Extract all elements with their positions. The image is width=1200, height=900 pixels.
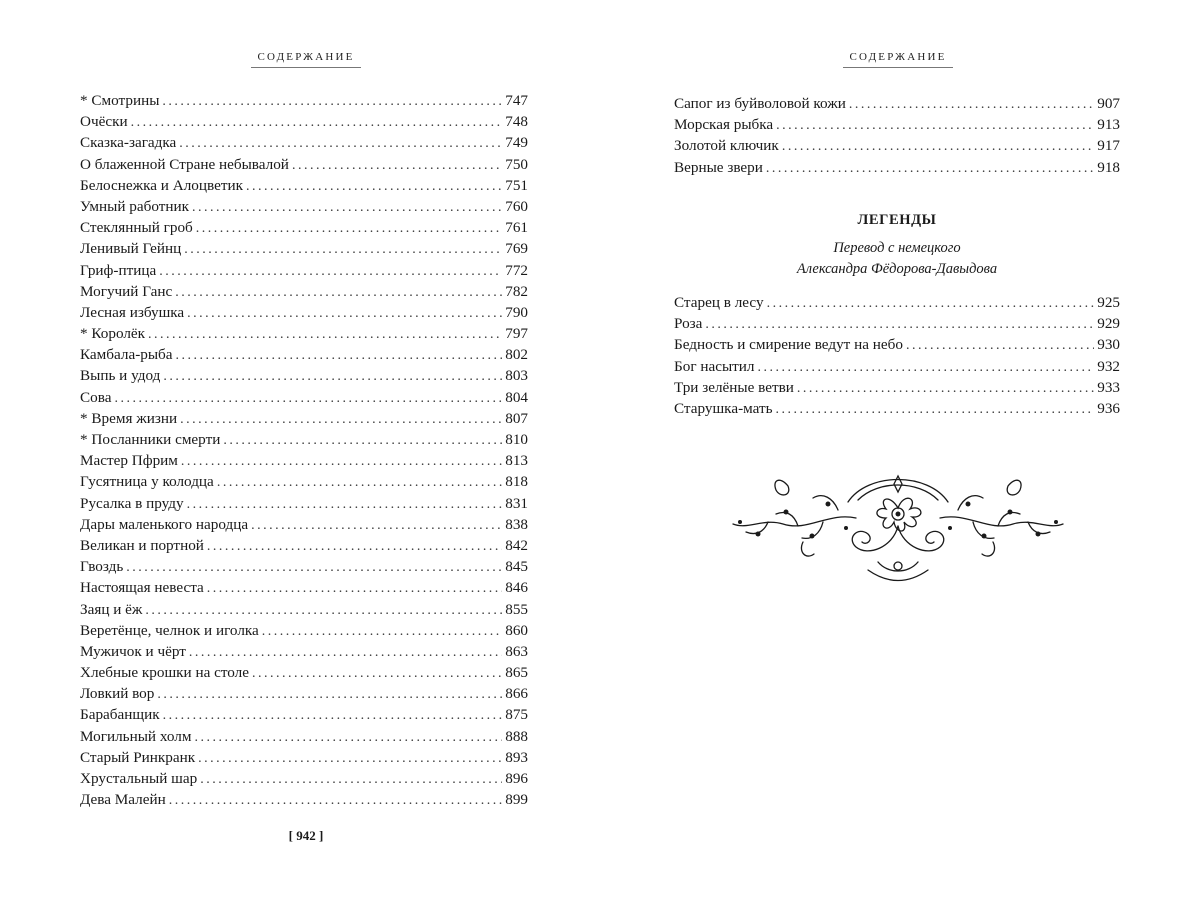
toc-entry-title: * Королёк [80, 325, 146, 343]
dot-leader [169, 790, 502, 810]
toc-entry [80, 154, 528, 175]
toc-entry-page: 838 [505, 515, 528, 533]
toc-entry-title: Настоящая невеста [80, 579, 204, 597]
toc-entry-title: Бедность и смирение ведут на небо [674, 336, 903, 354]
toc-entry-page: 769 [505, 240, 528, 258]
toc-entry [80, 789, 528, 810]
toc-entry-title: Сапог из буйволовой кожи [674, 95, 846, 112]
dot-leader [159, 261, 502, 281]
toc-entry-page: 913 [1097, 116, 1120, 134]
running-head [226, 51, 386, 75]
toc-entry-page: 899 [505, 791, 528, 809]
dot-leader [906, 335, 1094, 355]
toc-entry-page: 930 [1097, 336, 1120, 354]
running-head-text: СОДЕРЖАНИЕ [849, 51, 947, 63]
toc-entry-page: 845 [505, 558, 528, 576]
toc-entry-title: Гусятница у колодца [80, 473, 214, 491]
toc-entry [674, 313, 1120, 334]
page-number: [ 942 ] [288, 828, 324, 843]
toc-entry [80, 620, 528, 641]
toc-entry [80, 556, 528, 577]
toc-entry-page: 802 [505, 346, 528, 364]
toc-entry [80, 260, 528, 281]
floral-vignette-icon [728, 462, 1068, 587]
section-heading: ЛЕГЕНДЫ [857, 212, 937, 228]
running-head [818, 51, 978, 75]
toc-entry-page: 782 [505, 282, 528, 300]
dot-leader [207, 578, 502, 598]
toc-entry [80, 493, 528, 514]
dot-leader [181, 451, 502, 471]
dot-leader [198, 748, 502, 768]
dot-leader [131, 112, 503, 132]
toc-entry [80, 387, 528, 408]
toc-entry-page: 797 [505, 325, 528, 343]
toc-entry-page: 842 [505, 536, 528, 554]
toc-entry-title: Дары маленького народца [80, 515, 249, 533]
toc-entry-page: 813 [505, 452, 528, 470]
dot-leader [782, 136, 1094, 156]
toc-entry-page: 810 [505, 431, 528, 448]
toc-entry-title: Барабанщик [80, 706, 160, 724]
dot-leader [262, 621, 502, 641]
toc-entry-title: Веретёнце, челнок и иголка [80, 621, 259, 639]
toc-entry [80, 365, 528, 386]
dot-leader [758, 357, 1095, 377]
toc-entry [80, 217, 528, 238]
toc-entry-title: Мужичок и чёрт [80, 642, 186, 660]
dot-leader [766, 158, 1094, 178]
toc-entry-title: Мастер Пфрим [80, 452, 178, 470]
toc-entry-title: Могильный холм [80, 727, 192, 745]
dot-leader [251, 515, 502, 535]
toc-entry-title: О блаженной Стране небывалой [80, 155, 289, 173]
dot-leader [776, 399, 1095, 419]
toc-entry [674, 135, 1120, 156]
dot-leader [200, 769, 502, 789]
toc-entry-title: Ленивый Гейнц [80, 240, 182, 258]
dot-leader [207, 536, 502, 556]
dot-leader [767, 293, 1095, 313]
toc-entry-title: Старушка-мать [674, 399, 773, 417]
toc-entry-title: Ловкий вор [80, 685, 155, 703]
toc-list [674, 93, 1120, 178]
toc-list [674, 292, 1120, 419]
toc-entry-title: Три зелёные ветви [674, 378, 794, 396]
dot-leader [162, 91, 502, 111]
dot-leader [179, 133, 502, 153]
toc-entry-page: 865 [505, 664, 528, 682]
toc-entry [80, 747, 528, 768]
toc-entry-title: Бог насытил [674, 357, 755, 375]
toc-entry-title: Камбала-рыба [80, 346, 173, 364]
toc-entry-page: 875 [505, 706, 528, 724]
toc-entry-page: 748 [505, 113, 528, 131]
dot-leader [797, 378, 1094, 398]
toc-entry-page: 933 [1097, 378, 1120, 396]
toc-entry-title: Верные звери [674, 158, 763, 176]
dot-leader [217, 472, 502, 492]
toc-entry-title: Хлебные крошки на столе [80, 664, 250, 682]
toc-entry [80, 429, 528, 450]
toc-entry [674, 114, 1120, 135]
toc-entry-page: 750 [505, 155, 528, 173]
dot-leader [148, 324, 502, 344]
toc-entry [80, 683, 528, 704]
dot-leader [187, 303, 502, 323]
toc-entry [80, 302, 528, 323]
toc-entry [674, 398, 1120, 419]
toc-entry-page: 860 [505, 621, 528, 639]
dot-leader [175, 282, 502, 302]
toc-entry-page: 760 [505, 197, 528, 215]
dot-leader [114, 388, 502, 408]
running-head-text: СОДЕРЖАНИЕ [257, 51, 355, 63]
translator-note-line: Перевод с немецкого [833, 240, 961, 256]
toc-entry [80, 599, 528, 620]
toc-entry-title: Дева Малейн [80, 791, 166, 809]
toc-entry-title: Сказка-загадка [80, 134, 177, 152]
dot-leader [246, 176, 502, 196]
toc-entry-page: 761 [505, 219, 528, 237]
toc-entry [80, 768, 528, 789]
toc-entry [80, 726, 528, 747]
toc-entry-page: 846 [505, 579, 528, 597]
toc-entry-title: * Смотрины [80, 92, 160, 109]
toc-entry-page: 818 [505, 473, 528, 491]
toc-entry [80, 450, 528, 471]
dot-leader [196, 218, 502, 238]
toc-entry [80, 281, 528, 302]
toc-entry-page: 803 [505, 367, 528, 385]
translator-note-line: Александра Фёдорова-Давыдова [796, 261, 998, 277]
dot-leader [145, 600, 502, 620]
toc-entry [674, 157, 1120, 178]
toc-entry-title: Великан и портной [80, 536, 204, 554]
toc-entry [80, 641, 528, 662]
toc-entry-title: Могучий Ганс [80, 282, 173, 300]
toc-entry [674, 356, 1120, 377]
toc-entry-title: * Время жизни [80, 409, 178, 427]
toc-entry-page: 888 [505, 727, 528, 745]
toc-entry [80, 111, 528, 132]
toc-entry [80, 175, 528, 196]
toc-entry [674, 292, 1120, 313]
toc-entry-title: Золотой ключик [674, 137, 779, 155]
toc-entry-page: 855 [505, 600, 528, 618]
toc-entry-title: Морская рыбка [674, 116, 774, 134]
toc-entry-title: Роза [674, 315, 703, 333]
toc-entry-page: 804 [505, 388, 528, 406]
dot-leader [163, 705, 503, 725]
toc-entry [674, 377, 1120, 398]
dot-leader [189, 642, 502, 662]
dot-leader [292, 155, 502, 175]
toc-entry-page: 747 [505, 92, 528, 109]
toc-entry-page: 749 [505, 134, 528, 152]
dot-leader [184, 239, 502, 259]
toc-entry [80, 704, 528, 725]
toc-entry-title: Лесная избушка [80, 303, 185, 321]
toc-entry-page: 807 [505, 409, 528, 427]
toc-entry [80, 196, 528, 217]
toc-entry-page: 790 [505, 303, 528, 321]
dot-leader [223, 430, 502, 450]
toc-entry-page: 831 [505, 494, 528, 512]
toc-entry [80, 662, 528, 683]
toc-entry-title: Очёски [80, 113, 128, 131]
toc-entry-page: 893 [505, 748, 528, 766]
toc-entry-page: 751 [505, 176, 528, 194]
dot-leader [163, 366, 502, 386]
toc-entry [80, 535, 528, 556]
dot-leader [176, 345, 503, 365]
toc-entry-title: Заяц и ёж [80, 600, 143, 618]
toc-entry-title: * Посланники смерти [80, 431, 221, 448]
dot-leader [705, 314, 1094, 334]
dot-leader [194, 727, 502, 747]
toc-entry [674, 334, 1120, 355]
dot-leader [192, 197, 502, 217]
toc-entry [80, 577, 528, 598]
toc-entry-page: 932 [1097, 357, 1120, 375]
toc-entry-page: 866 [505, 685, 528, 703]
toc-entry [80, 408, 528, 429]
toc-entry-title: Гвоздь [80, 558, 124, 576]
toc-entry-title: Старый Ринкранк [80, 748, 196, 766]
toc-entry [80, 238, 528, 259]
dot-leader [849, 94, 1094, 114]
dot-leader [157, 684, 502, 704]
toc-entry-page: 917 [1097, 137, 1120, 155]
toc-entry-page: 936 [1097, 399, 1120, 417]
toc-entry-title: Сова [80, 388, 112, 406]
toc-entry [674, 93, 1120, 114]
dot-leader [187, 494, 503, 514]
toc-entry-title: Выпь и удод [80, 367, 161, 385]
dot-leader [252, 663, 502, 683]
toc-entry [80, 90, 528, 111]
toc-entry-title: Белоснежка и Алоцветик [80, 176, 243, 194]
toc-entry [80, 344, 528, 365]
toc-entry-title: Умный работник [80, 197, 190, 215]
toc-entry-title: Гриф-птица [80, 261, 157, 279]
toc-entry [80, 323, 528, 344]
toc-entry-page: 918 [1097, 158, 1120, 176]
toc-entry-title: Стеклянный гроб [80, 219, 193, 237]
toc-entry-page: 925 [1097, 294, 1120, 311]
toc-entry-page: 907 [1097, 95, 1120, 112]
toc-entry [80, 514, 528, 535]
toc-entry-page: 863 [505, 642, 528, 660]
toc-list [80, 90, 528, 810]
right-page [600, 0, 1200, 900]
toc-entry-page: 772 [505, 261, 528, 279]
toc-entry-page: 896 [505, 770, 528, 787]
toc-entry [80, 471, 528, 492]
dot-leader [180, 409, 502, 429]
translator-note [674, 238, 1120, 280]
toc-entry-title: Хрустальный шар [80, 770, 198, 787]
dot-leader [776, 115, 1094, 135]
dot-leader [126, 557, 502, 577]
toc-entry-title: Старец в лесу [674, 294, 764, 311]
toc-entry-page: 929 [1097, 315, 1120, 333]
toc-entry [80, 132, 528, 153]
toc-entry-title: Русалка в пруду [80, 494, 184, 512]
